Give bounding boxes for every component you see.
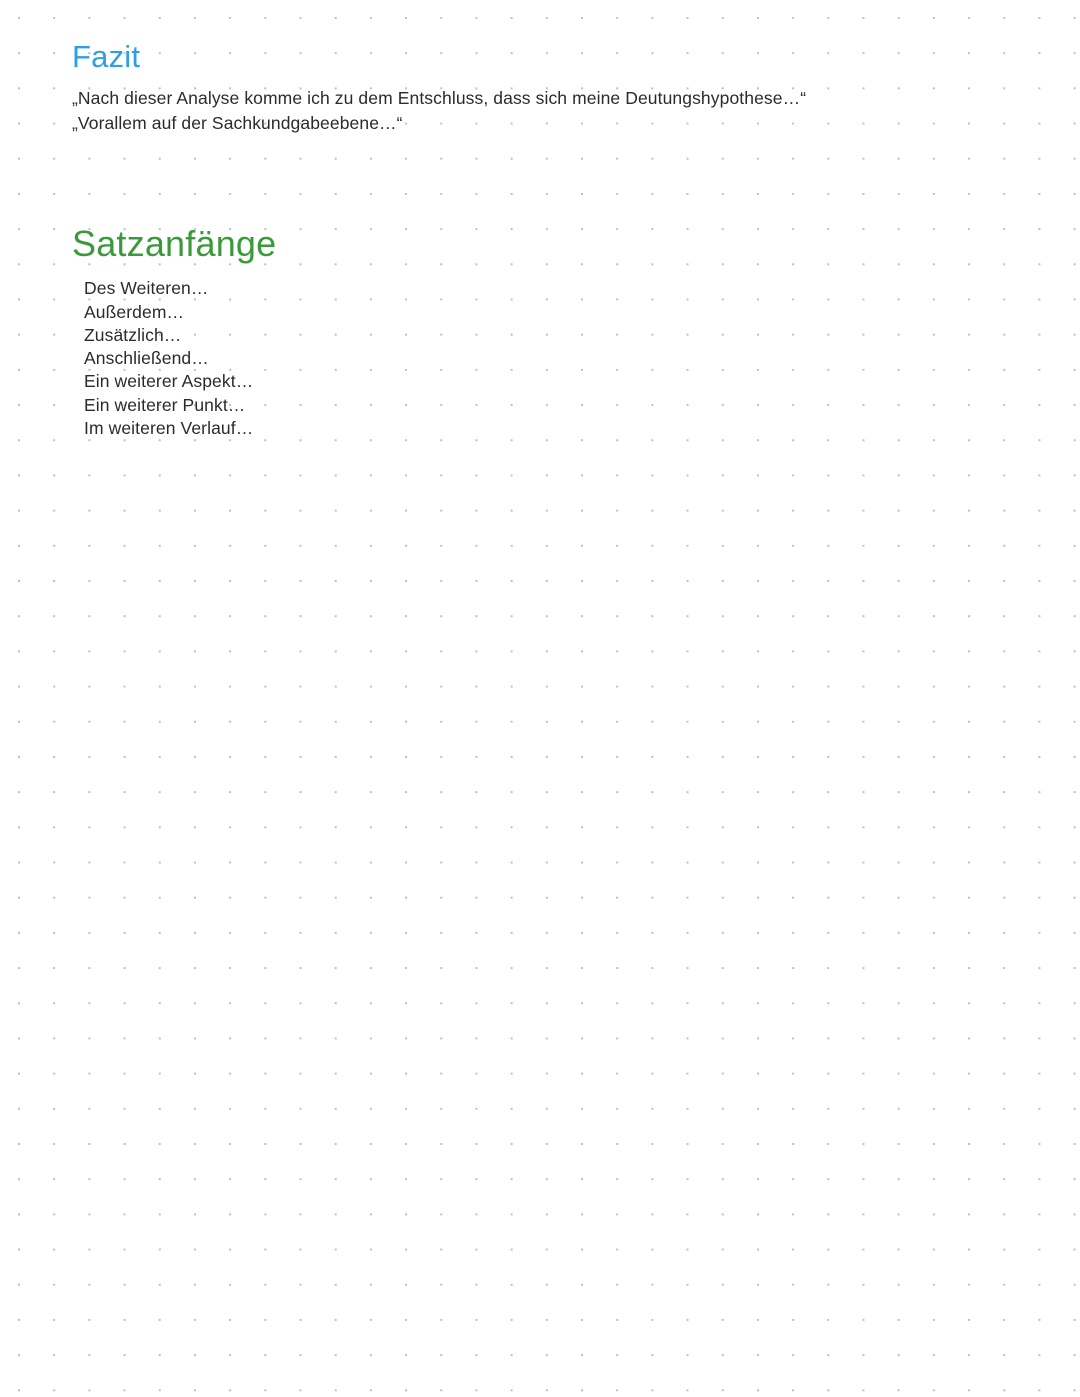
section-spacer (72, 136, 1040, 224)
list-item: Anschließend… (84, 348, 209, 369)
page-content (72, 40, 1040, 440)
list-item: Des Weiteren… (84, 278, 209, 299)
fazit-line-1: „Nach dieser Analyse komme ich zu dem Entschluss, dass sich meine Deutungshypothese…“ (72, 88, 807, 109)
list-item: Ein weiterer Aspekt… (84, 371, 254, 392)
heading-satzanfaenge: Satzanfänge (72, 222, 277, 264)
list-item: Außerdem… (84, 301, 185, 322)
section-satzanfaenge (72, 224, 1040, 440)
list-item: Ein weiterer Punkt… (84, 394, 246, 415)
fazit-line-2: „Vorallem auf der Sachkundgabeebene…“ (72, 112, 403, 133)
heading-fazit: Fazit (72, 39, 141, 74)
list-item: Zusätzlich… (84, 324, 182, 345)
list-item: Im weiteren Verlauf… (84, 417, 254, 438)
section-fazit (72, 40, 1040, 136)
satzanfaenge-list (72, 277, 1040, 440)
